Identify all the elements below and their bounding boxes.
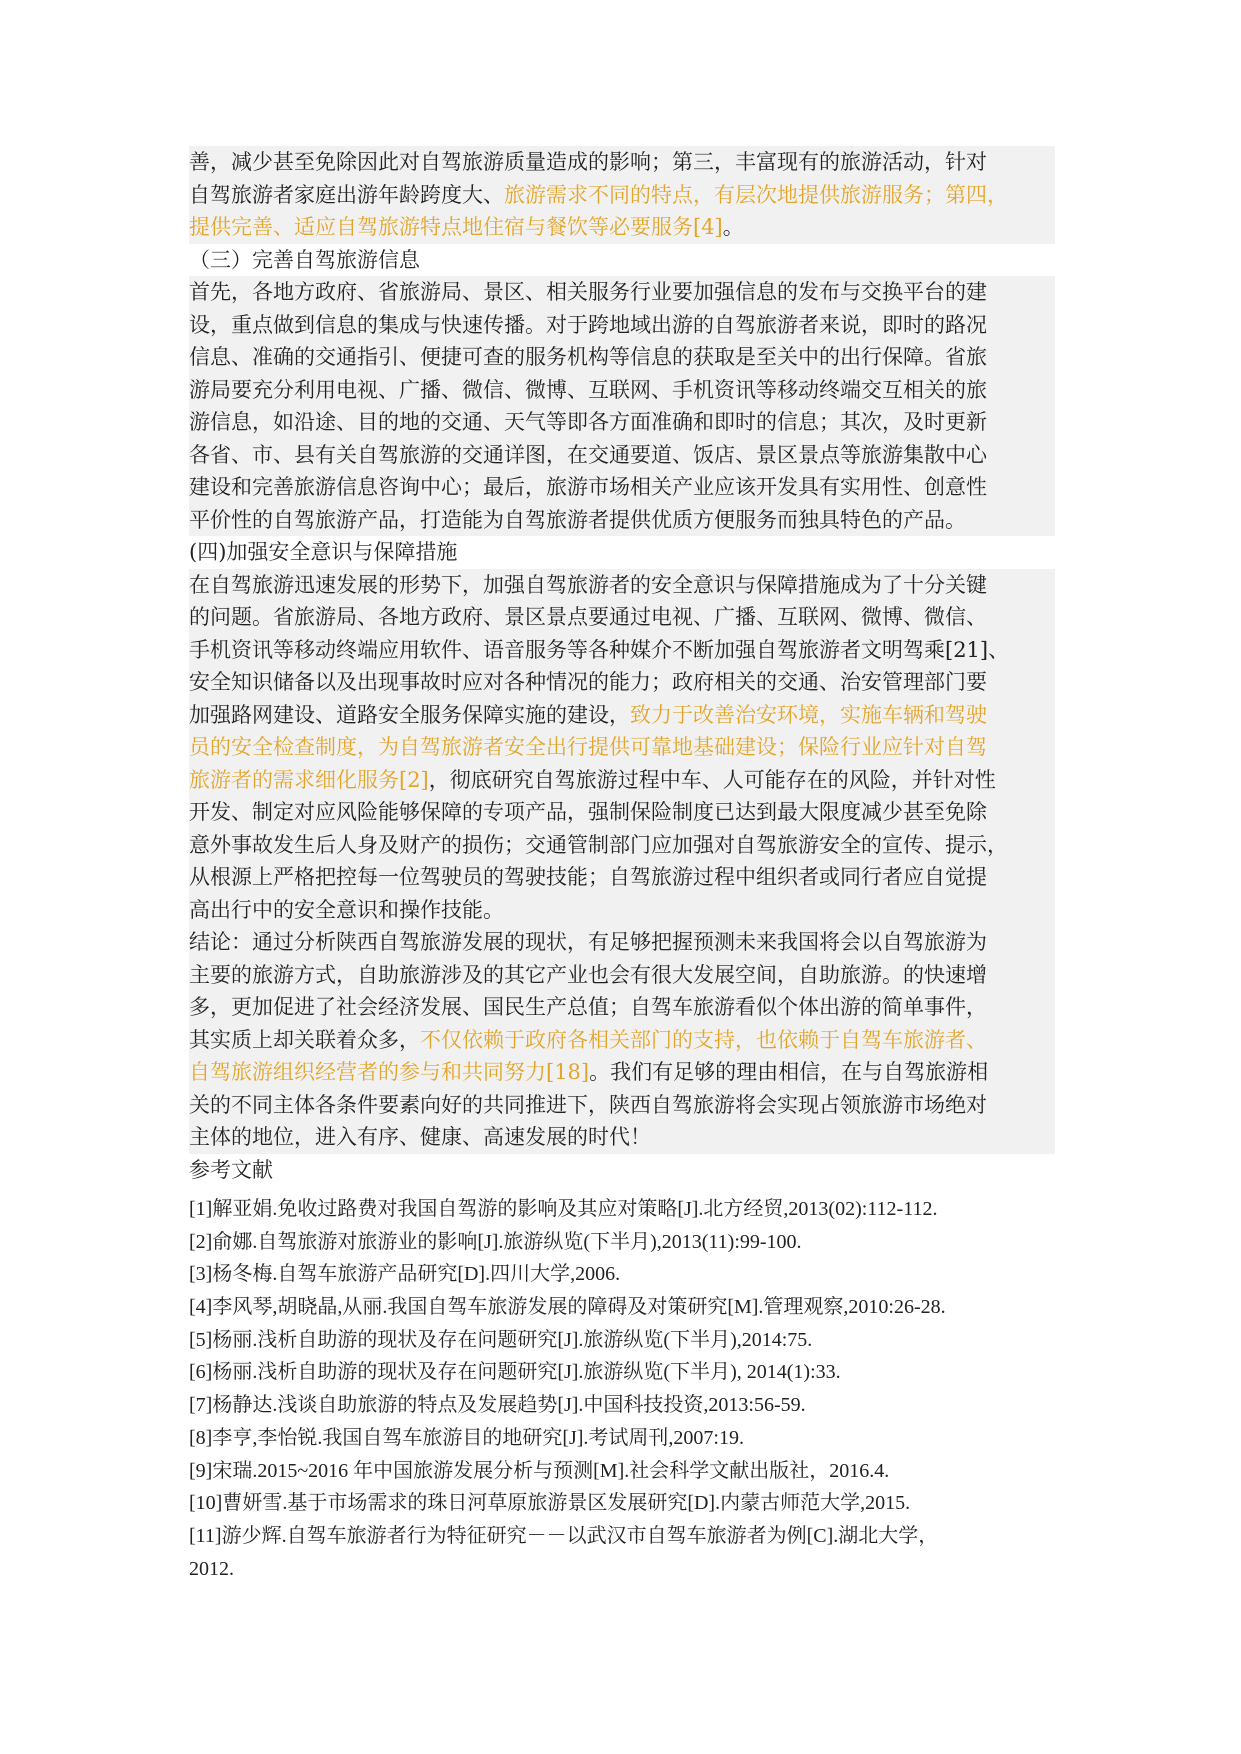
text-line [189, 764, 1055, 797]
reference-item: [6]杨丽.浅析自助游的现状及存在问题研究[J].旅游纵览(下半月), 2014(1):33. [189, 1361, 841, 1384]
reference-item: [8]李亨,李怡锐.我国自驾车旅游目的地研究[J].考试周刊,2007:19. [189, 1426, 744, 1449]
text-line [189, 861, 1055, 894]
text-run: 首先，各地方政府、省旅游局、景区、相关服务行业要加强信息的发布与交换平台的建 [189, 280, 987, 304]
reference-item: [9]宋瑞.2015~2016 年中国旅游发展分析与预测[M].社会科学文献出版社，2016.4. [189, 1459, 890, 1482]
reference-item: [1]解亚娟.免收过路费对我国自驾游的影响及其应对策略[J].北方经贸,2013(02):112-112. [189, 1198, 938, 1220]
text-line [189, 699, 1055, 732]
text-line [189, 471, 1055, 504]
text-run: 善，减少甚至免除因此对自驾旅游质量造成的影响；第三，丰富现有的旅游活动，针对 [189, 150, 987, 174]
text-run: 建设和完善旅游信息咨询中心；最后，旅游市场相关产业应该开发具有实用性、创意性 [189, 475, 987, 499]
text-line [189, 439, 1055, 472]
reference-list [189, 1193, 1069, 1585]
reference-item: [10]曹妍雪.基于市场需求的珠日河草原旅游景区发展研究[D].内蒙古师范大学,2015. [189, 1492, 911, 1515]
reference-item: [7]杨静达.浅谈自助旅游的特点及发展趋势[J].中国科技投资,2013:56-59. [189, 1394, 806, 1417]
text-line [189, 569, 1055, 602]
reference-item: [3]杨冬梅.自驾车旅游产品研究[D].四川大学,2006. [189, 1263, 621, 1286]
reference-item: [5]杨丽.浅析自助游的现状及存在问题研究[J].旅游纵览(下半月),2014:75. [189, 1328, 813, 1351]
text-line [189, 1056, 1055, 1089]
text-run: 开发、制定对应风险能够保障的专项产品，强制保险制度已达到最大限度减少甚至免除 [189, 800, 987, 824]
text-run: (四)加强安全意识与保障措施 [189, 540, 458, 564]
text-run: 平价性的自驾旅游产品，打造能为自驾旅游者提供优质方便服务而独具特色的产品。 [189, 507, 966, 532]
text-run: 自驾旅游者家庭出游年龄跨度大、 [189, 182, 504, 207]
highlighted-text: 自驾旅游组织经营者的参与和共同努力[18] [189, 1060, 590, 1084]
reference-item: [4]李风琴,胡晓晶,从丽.我国自驾车旅游发展的障碍及对策研究[M].管理观察,2010:26-28. [189, 1296, 946, 1319]
document-body [189, 146, 1055, 1186]
text-run: 结论：通过分析陕西自驾旅游发展的现状，有足够把握预测未来我国将会以自驾旅游为 [189, 930, 987, 954]
text-run: 。 [722, 215, 744, 239]
text-run: 在自驾旅游迅速发展的形势下，加强自驾旅游者的安全意识与保障措施成为了十分关键 [189, 572, 987, 597]
text-run: 信息、准确的交通指引、便捷可查的服务机构等信息的获取是至关中的出行保障。省旅 [189, 345, 987, 369]
text-line [189, 341, 1055, 374]
highlighted-text: 旅游需求不同的特点，有层次地提供旅游服务；第四， [504, 182, 1008, 207]
highlighted-text: 不仅依赖于政府各相关部门的支持，也依赖于自驾车旅游者、 [420, 1027, 987, 1052]
text-run: 多，更加促进了社会经济发展、国民生产总值；自驾车旅游看似个体出游的简单事件， [189, 995, 987, 1019]
text-line [189, 146, 1055, 179]
text-line [189, 406, 1055, 439]
text-line [189, 1024, 1055, 1057]
text-run: （三）完善自驾旅游信息 [189, 247, 420, 272]
text-run: 。我们有足够的理由相信，在与自驾旅游相 [589, 1060, 989, 1084]
text-line [189, 1089, 1055, 1122]
text-line [189, 1154, 1055, 1187]
text-line [189, 666, 1055, 699]
text-run: 高出行中的安全意识和操作技能。 [189, 897, 504, 922]
highlighted-text: 致力于改善治安环境，实施车辆和驾驶 [630, 702, 987, 727]
text-line [189, 796, 1055, 829]
text-line [189, 634, 1055, 667]
text-line [189, 504, 1055, 537]
text-run: 设，重点做到信息的集成与快速传播。对于跨地域出游的自驾旅游者来说，即时的路况 [189, 312, 987, 337]
text-run: 游信息，如沿途、目的地的交通、天气等即各方面准确和即时的信息；其次，及时更新 [189, 410, 987, 434]
highlighted-text: 员的安全检查制度，为自驾旅游者安全出行提供可靠地基础建设；保险行业应针对自驾 [189, 735, 987, 759]
reference-item: [11]游少辉.自驾车旅游者行为特征研究－－以武汉市自驾车旅游者为例[C].湖北大学， [189, 1524, 939, 1547]
text-line [189, 731, 1055, 764]
highlighted-text: 提供完善、适应自驾旅游特点地住宿与餐饮等必要服务[4] [189, 215, 723, 239]
text-line [189, 276, 1055, 309]
text-line [189, 894, 1055, 927]
text-line [189, 309, 1055, 342]
reference-item: 2012. [189, 1557, 234, 1580]
reference-item: [2]俞娜.自驾旅游对旅游业的影响[J].旅游纵览(下半月),2013(11):99-100. [189, 1230, 802, 1253]
highlighted-text: 旅游者的需求细化服务[2] [189, 767, 429, 792]
text-run: 各省、市、县有关自驾旅游的交通详图，在交通要道、饭店、景区景点等旅游集散中心 [189, 442, 987, 467]
text-line [189, 374, 1055, 407]
text-run: 游局要充分利用电视、广播、微信、微博、互联网、手机资讯等移动终端交互相关的旅 [189, 377, 987, 402]
text-run: 参考文献 [189, 1157, 273, 1182]
text-line [189, 211, 1055, 244]
text-line [189, 829, 1055, 862]
text-run: 意外事故发生后人身及财产的损伤；交通管制部门应加强对自驾旅游安全的宣传、提示， [189, 832, 1008, 857]
text-run: 加强路网建设、道路安全服务保障实施的建设， [189, 702, 630, 727]
text-line [189, 1121, 1055, 1154]
text-run: 主要的旅游方式，自助旅游涉及的其它产业也会有很大发展空间，自助旅游。的快速增 [189, 962, 987, 987]
text-run: 安全知识储备以及出现事故时应对各种情况的能力；政府相关的交通、治安管理部门要 [189, 670, 987, 694]
text-line [189, 179, 1055, 212]
text-run: 的问题。省旅游局、各地方政府、景区景点要通过电视、广播、互联网、微博、微信、 [189, 605, 987, 629]
text-line [189, 991, 1055, 1024]
text-run: 从根源上严格把控每一位驾驶员的驾驶技能；自驾旅游过程中组织者或同行者应自觉提 [189, 865, 987, 889]
text-run: 主体的地位，进入有序、健康、高速发展的时代！ [189, 1125, 651, 1149]
text-run: 手机资讯等移动终端应用软件、语音服务等各种媒介不断加强自驾旅游者文明驾乘[21]、 [189, 637, 1010, 662]
text-run: 其实质上却关联着众多， [189, 1027, 420, 1052]
text-line [189, 926, 1055, 959]
text-line [189, 244, 1055, 277]
text-line [189, 536, 1055, 569]
text-line [189, 959, 1055, 992]
text-run: 关的不同主体各条件要素向好的共同推进下，陕西自驾旅游将会实现占领旅游市场绝对 [189, 1092, 987, 1117]
text-run: ，彻底研究自驾旅游过程中车、人可能存在的风险，并针对性 [428, 767, 996, 792]
text-line [189, 601, 1055, 634]
